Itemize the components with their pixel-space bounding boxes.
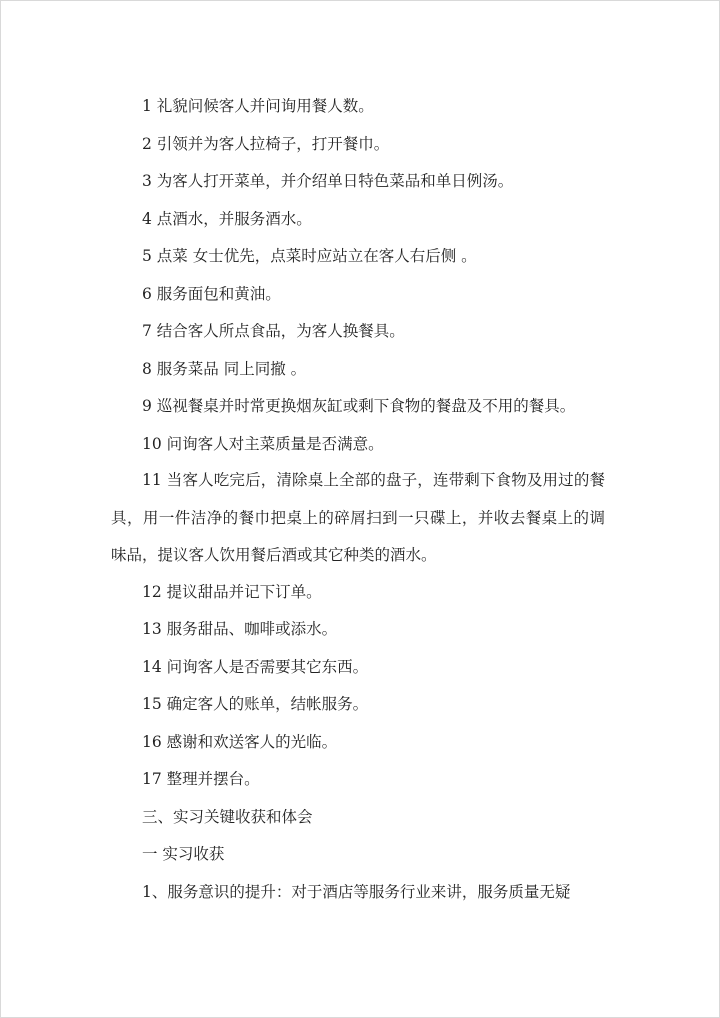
step-1: 1 礼貌问候客人并问询用餐人数。 xyxy=(142,97,374,115)
step-11: 11 当客人吃完后，清除桌上全部的盘子，连带剩下食物及用过的餐具，用一件洁净的餐巾把桌上的碎屑扫到一只碟上，并收去餐桌上的调味品，提议客人饮用餐后酒或其它种类的酒水。 xyxy=(111,471,605,564)
step-8: 8 服务菜品 同上同撤 。 xyxy=(142,359,307,378)
step-16: 16 感谢和欢送客人的光临。 xyxy=(142,732,338,751)
step-9: 9 巡视餐桌并时常更换烟灰缸或剩下食物的餐盘及不用的餐具。 xyxy=(142,397,576,415)
step-6: 6 服务面包和黄油。 xyxy=(142,284,281,303)
step-2: 2 引领并为客人拉椅子，打开餐巾。 xyxy=(142,134,390,153)
step-12: 12 提议甜品并记下订单。 xyxy=(142,582,322,601)
section-heading: 三、实习关键收获和体会 xyxy=(142,807,313,826)
step-5: 5 点菜 女士优先，点菜时应站立在客人右后侧 。 xyxy=(142,247,477,265)
step-7: 7 结合客人所点食品，为客人换餐具。 xyxy=(142,322,405,340)
final-paragraph: 1、服务意识的提升：对于酒店等服务行业来讲，服务质量无疑 xyxy=(142,882,571,901)
step-15: 15 确定客人的账单，结帐服务。 xyxy=(142,695,369,713)
step-3: 3 为客人打开菜单，并介绍单日特色菜品和单日例汤。 xyxy=(142,172,514,190)
step-17: 17 整理并摆台。 xyxy=(142,770,260,788)
step-14: 14 问询客人是否需要其它东西。 xyxy=(142,657,369,676)
step-4: 4 点酒水，并服务酒水。 xyxy=(142,209,312,228)
step-13: 13 服务甜品、咖啡或添水。 xyxy=(142,620,338,638)
document-body xyxy=(111,93,605,916)
step-10: 10 问询客人对主菜质量是否满意。 xyxy=(142,434,384,453)
subsection-heading: 一 实习收获 xyxy=(142,845,225,863)
